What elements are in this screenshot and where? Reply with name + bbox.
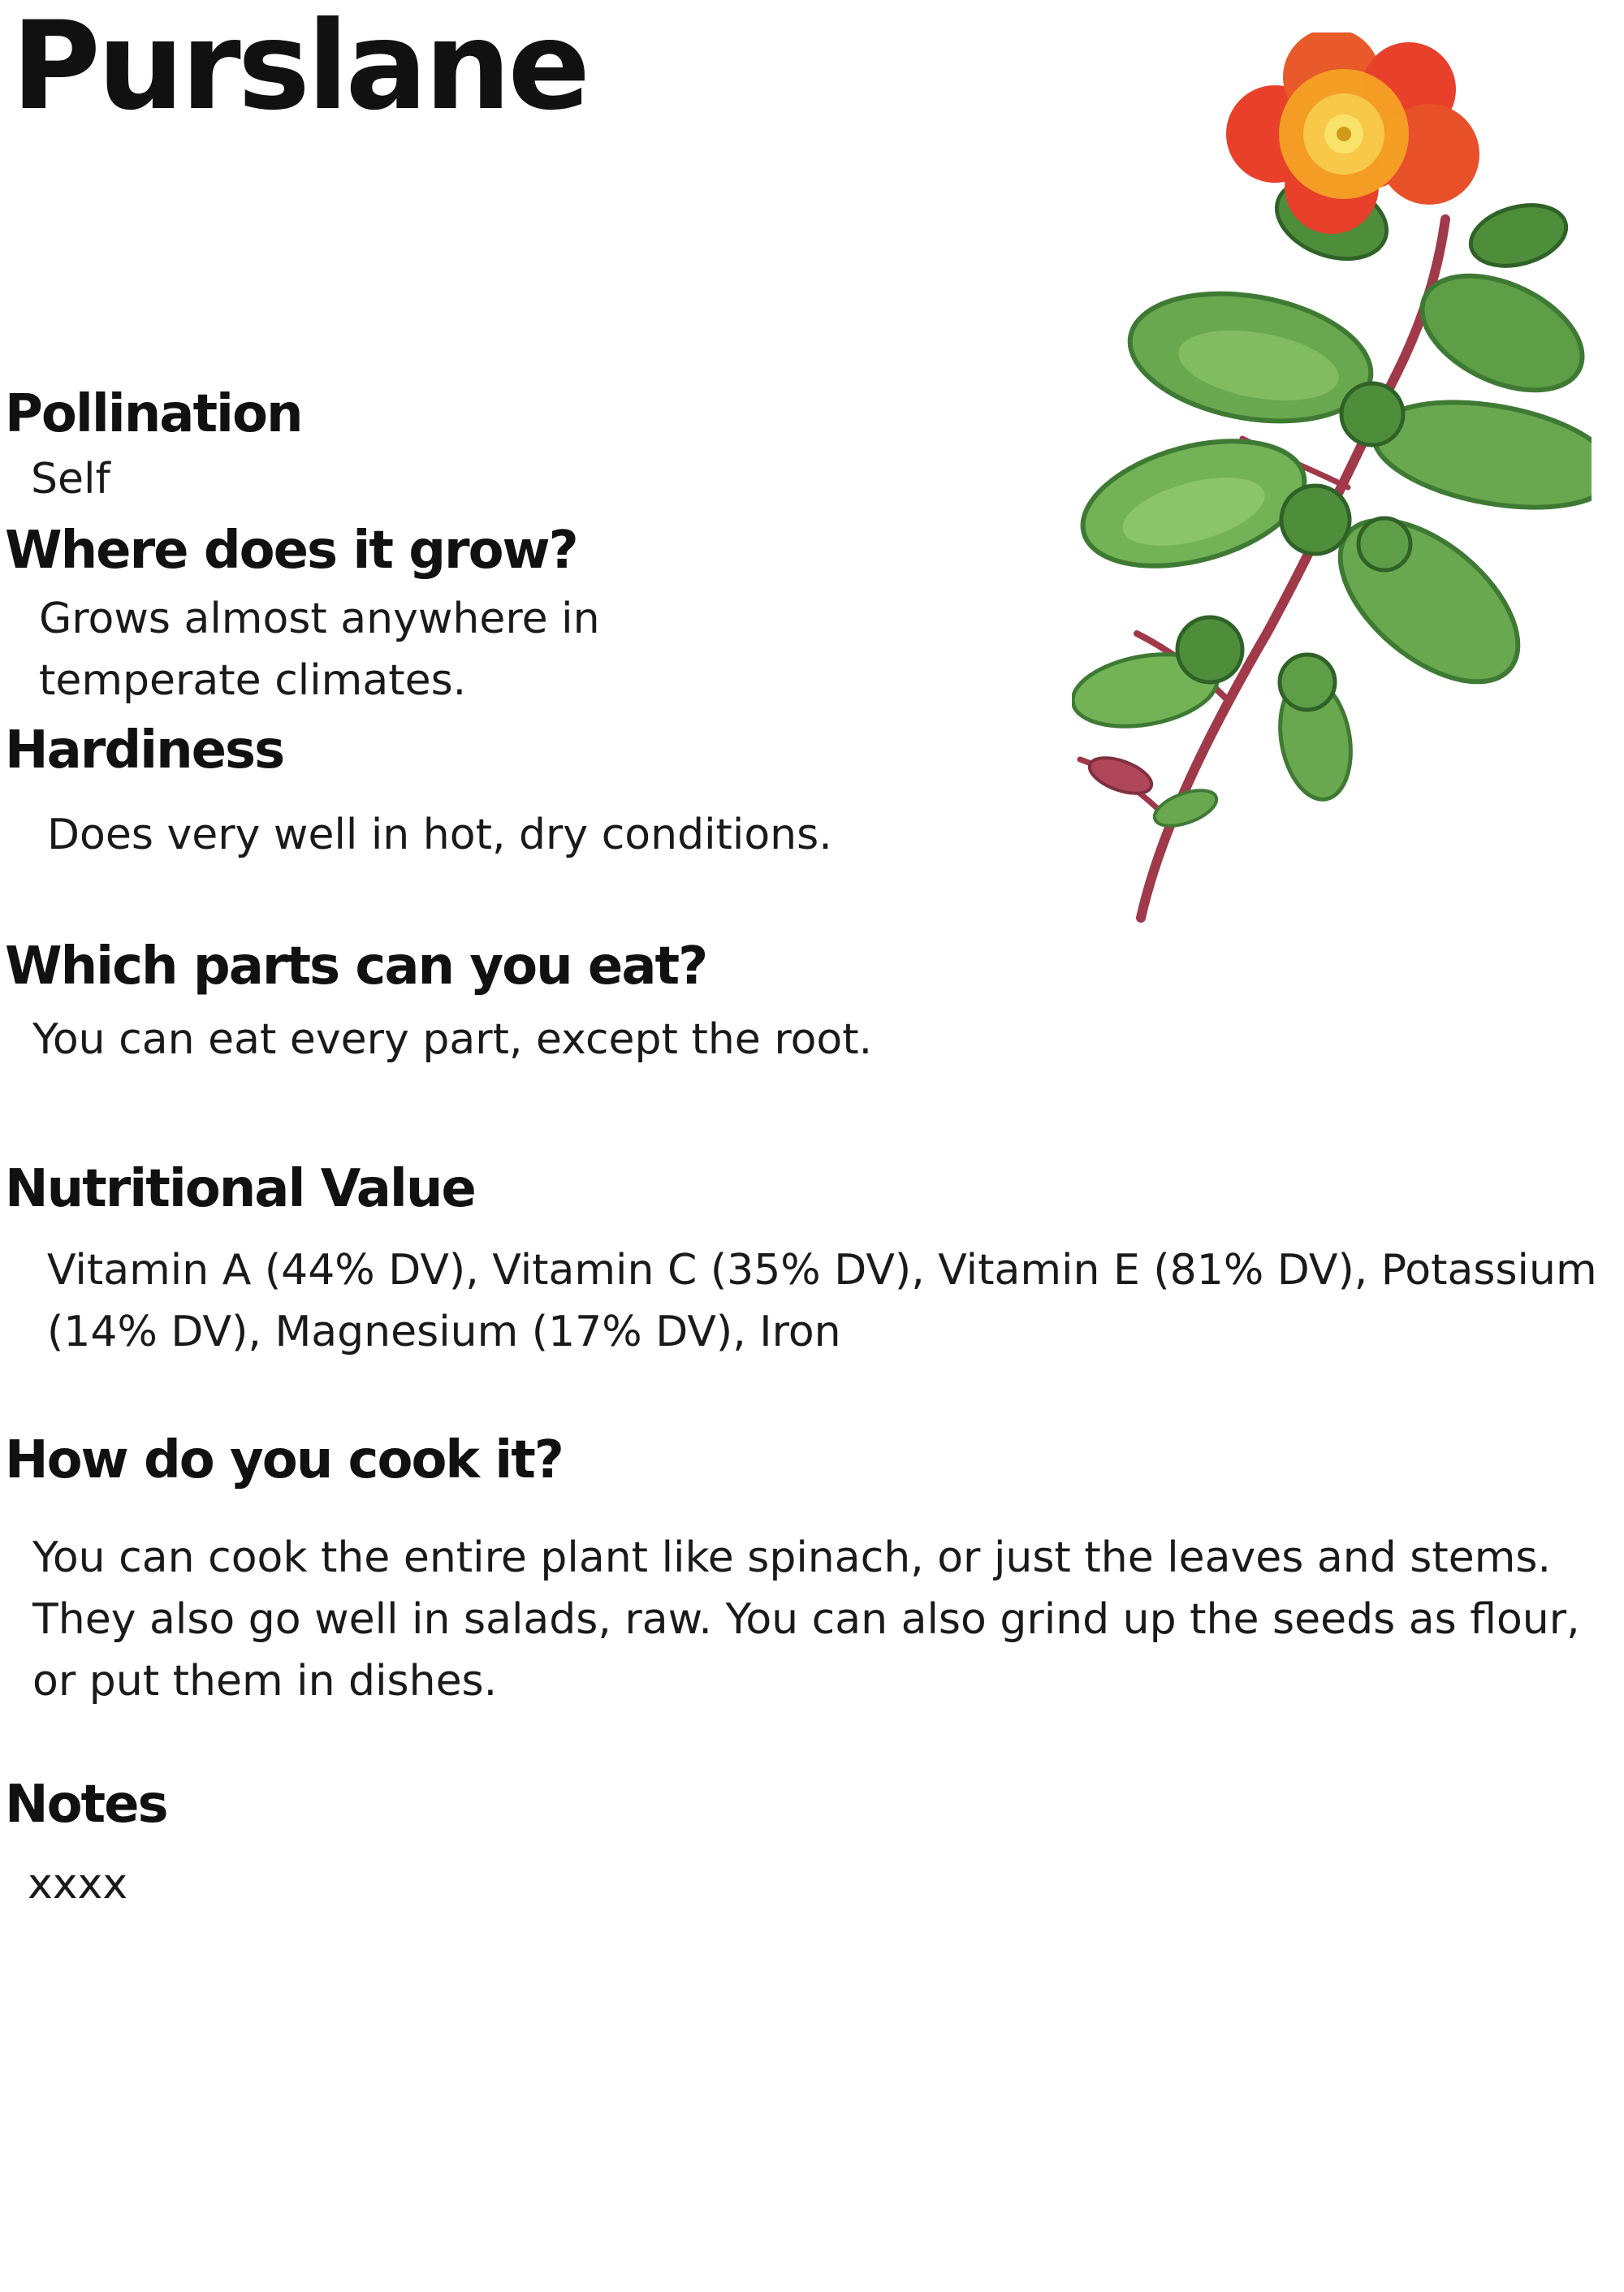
- heading-edible-parts: Which parts can you eat?: [5, 936, 707, 997]
- text-hardiness: Does very well in hot, dry conditions.: [47, 811, 832, 859]
- plant-leaves: [1072, 166, 1592, 833]
- heading-cooking: How do you cook it?: [5, 1430, 563, 1490]
- text-cooking: You can cook the entire plant like spinach, or just the leaves and stems. They also go well in salads, raw. You can also grind up the seeds as flour, or put them in dishes.: [32, 1533, 1580, 1706]
- heading-where-grow: Where does it grow?: [5, 521, 577, 581]
- text-where-grow: Grows almost anywhere in temperate climates.: [39, 595, 600, 705]
- page-title: Purslane: [11, 0, 588, 137]
- heading-hardiness: Hardiness: [5, 720, 284, 781]
- heading-pollination: Pollination: [5, 384, 302, 444]
- text-notes: xxxx: [28, 1860, 128, 1909]
- purslane-illustration: [1072, 32, 1592, 934]
- text-nutritional-value: Vitamin A (44% DV), Vitamin C (35% DV), Vitamin E (81% DV), Potassium (14% DV), Magnesium (17% DV), Iron: [47, 1246, 1597, 1356]
- text-edible-parts: You can eat every part, except the root.: [32, 1015, 873, 1064]
- heading-notes: Notes: [5, 1775, 167, 1835]
- plant-flower: [1226, 32, 1479, 234]
- text-pollination: Self: [31, 455, 110, 504]
- heading-nutritional-value: Nutritional Value: [5, 1159, 475, 1219]
